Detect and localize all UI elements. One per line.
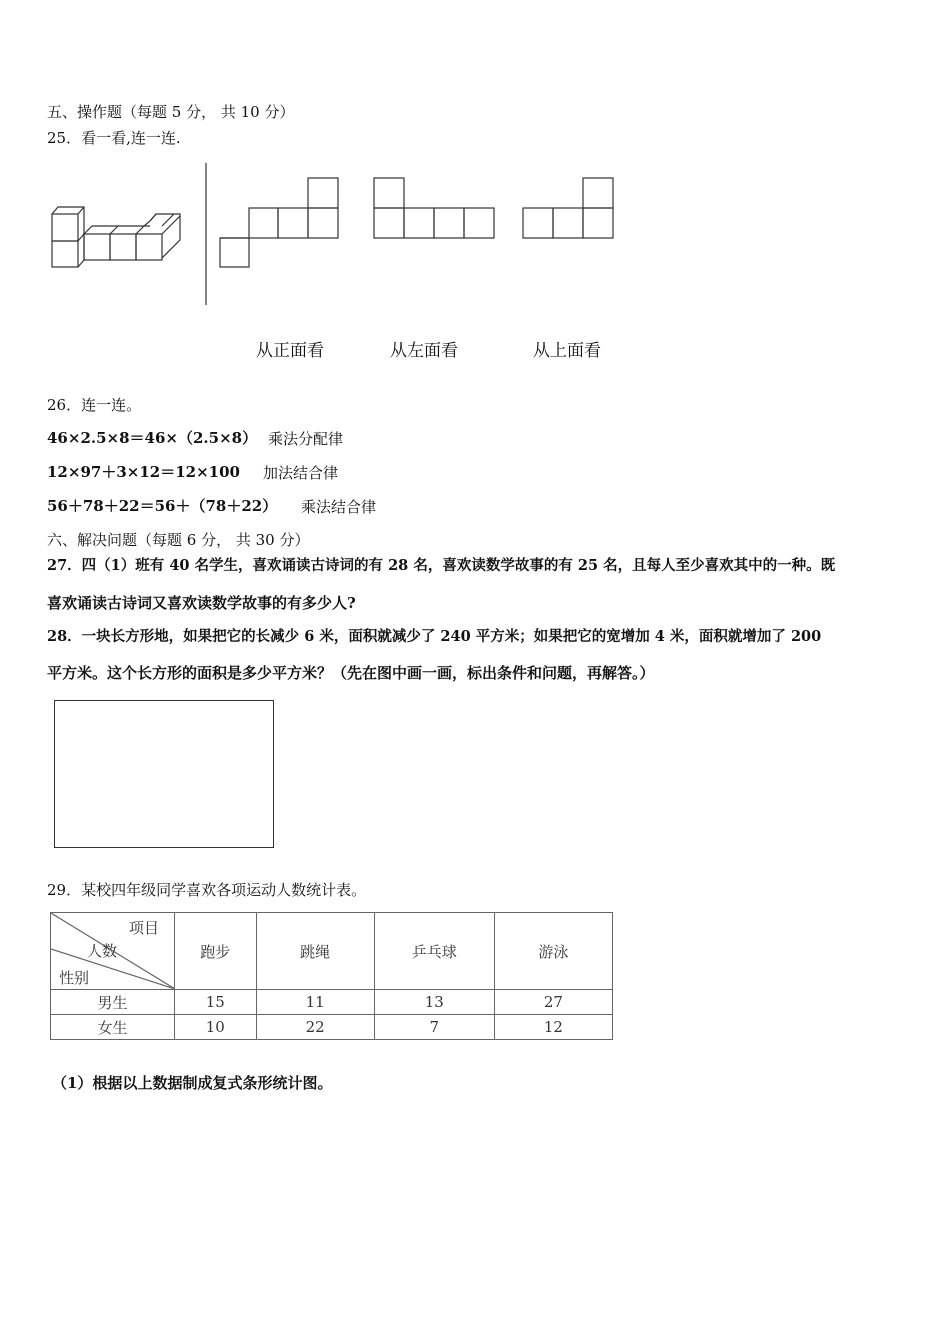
q25-figures	[0, 0, 950, 400]
row-label: 女生	[51, 1015, 175, 1040]
q26-expr-1: 46×2.5×8＝46×（2.5×8）	[47, 429, 258, 447]
view-label-left: 从左面看	[390, 341, 458, 361]
q28-line2: 平方米。这个长方形的面积是多少平方米？（先在图中画一画，标出条件和问题，再解答。）	[47, 664, 655, 682]
cube-solid-figure	[52, 207, 180, 267]
sports-stats-table	[50, 912, 613, 1040]
q26-expr-2: 12×97＋3×12＝12×100	[47, 463, 240, 481]
table-row	[51, 1015, 613, 1040]
q27-line2: 喜欢诵读古诗词又喜欢读数学故事的有多少人?	[47, 594, 356, 612]
table-cell: 12	[494, 1015, 612, 1040]
table-cell: 10	[175, 1015, 256, 1040]
table-cell: 13	[374, 990, 494, 1015]
corner-item-label: 项目	[129, 919, 160, 937]
q26-law-3: 乘法结合律	[301, 498, 377, 516]
row-label: 男生	[51, 990, 175, 1015]
table-cell: 11	[256, 990, 374, 1015]
front-view-figure	[220, 178, 338, 267]
table-cell: 15	[175, 990, 256, 1015]
table-corner-cell	[51, 913, 175, 990]
q26-law-1: 乘法分配律	[268, 430, 344, 448]
column-header: 游泳	[494, 913, 612, 990]
top-view-figure	[523, 178, 613, 238]
q28-rectangle-box	[54, 700, 274, 848]
table-cell: 22	[256, 1015, 374, 1040]
q26-law-2: 加法结合律	[263, 464, 339, 482]
q29-sub1: （1）根据以上数据制成复式条形统计图。	[52, 1074, 333, 1092]
q29-text: 29．某校四年级同学喜欢各项运动人数统计表。	[47, 881, 367, 899]
view-label-front: 从正面看	[256, 341, 324, 361]
table-row	[51, 990, 613, 1015]
view-label-top: 从上面看	[533, 341, 601, 361]
q26-expr-3: 56＋78＋22＝56＋（78＋22）	[47, 497, 278, 515]
left-view-figure	[374, 178, 494, 238]
section6-title: 六、解决问题（每题 6 分， 共 30 分）	[47, 531, 310, 549]
corner-count-label: 人数	[87, 942, 118, 960]
q25-text: 25．看一看,连一连.	[47, 129, 181, 147]
table-cell: 7	[374, 1015, 494, 1040]
section5-title: 五、操作题（每题 5 分， 共 10 分）	[47, 103, 295, 121]
q26-text: 26．连一连。	[47, 396, 142, 414]
table-header-row	[51, 913, 613, 990]
table-cell: 27	[494, 990, 612, 1015]
column-header: 跳绳	[256, 913, 374, 990]
q28-line1: 28．一块长方形地，如果把它的长减少 6 米，面积就减少了 240 平方米；如果把它的宽增加 4 米，面积就增加了 200	[47, 628, 822, 645]
column-header: 跑步	[175, 913, 256, 990]
column-header: 乒乓球	[374, 913, 494, 990]
q27-line1: 27．四（1）班有 40 名学生，喜欢诵读古诗词的有 28 名，喜欢读数学故事的有 25 名，且每人至少喜欢其中的一种。既	[47, 557, 836, 574]
corner-gender-label: 性别	[59, 969, 90, 987]
